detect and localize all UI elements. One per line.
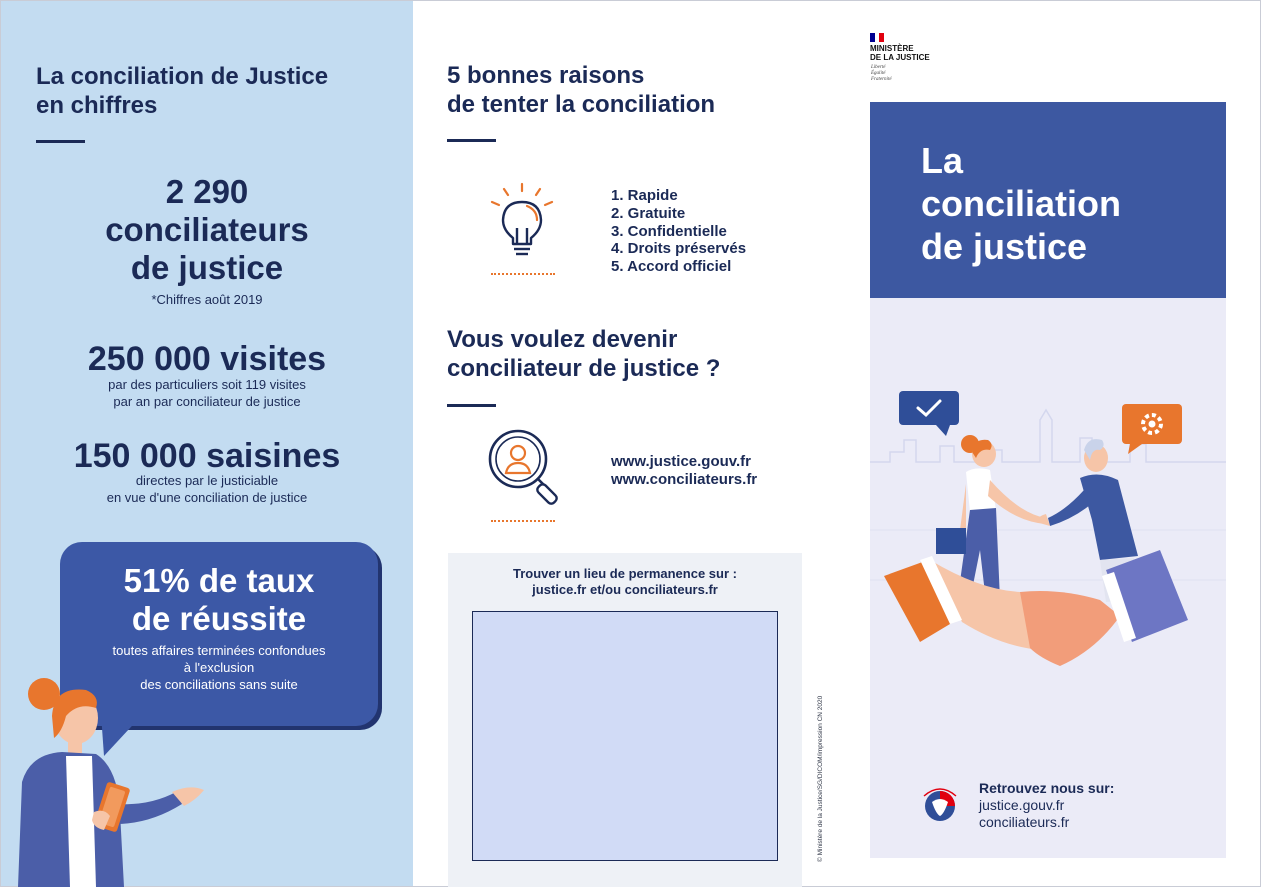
ministry-name-line: MINISTÈRE	[870, 44, 914, 53]
link-justice-gouv[interactable]: justice.gouv.fr	[979, 797, 1065, 813]
become-title-line: Vous voulez devenir	[447, 326, 678, 353]
stat-detail-line: par an par conciliateur de justice	[113, 394, 301, 409]
become-title-line: conciliateur de justice ?	[447, 355, 721, 382]
permanence-text	[448, 566, 802, 598]
rate-detail-line: des conciliations sans suite	[140, 677, 298, 692]
copyright-text: © Ministère de la Justice/SG/DICOM/impression CN 2020	[817, 695, 824, 862]
permanence-line: justice.fr et/ou conciliateurs.fr	[532, 582, 718, 597]
divider	[447, 404, 496, 407]
stat-referrals-detail	[1, 472, 413, 506]
reason-item: 4. Droits préservés	[611, 240, 747, 258]
conciliateurs-badge-logo	[918, 784, 962, 824]
stat-visits-headline: 250 000 visites	[87, 340, 327, 378]
recruitment-links	[611, 453, 757, 489]
motto-line: Égalité	[871, 71, 886, 76]
stat-visits-detail	[1, 376, 413, 410]
stat-detail-line: directes par le justiciable	[135, 473, 279, 488]
motto-line: Fraternité	[871, 77, 892, 82]
stat-label: conciliateurs	[105, 211, 309, 248]
stats-title-line: La conciliation de Justice	[36, 63, 329, 90]
reason-item: 3. Confidentielle	[611, 222, 727, 240]
divider	[36, 140, 85, 143]
stat-detail-line: en vue d'une conciliation de justice	[106, 490, 308, 505]
retrouvez-block	[979, 780, 1114, 831]
ministry-name-line: DE LA JUSTICE	[870, 53, 930, 62]
success-rate-title	[60, 562, 378, 638]
cover-title-line: La	[921, 140, 964, 181]
stat-footnote: *Chiffres août 2019	[151, 292, 263, 307]
rate-detail-line: à l'exclusion	[183, 660, 255, 675]
rate-detail-line: toutes affaires terminées confondues	[112, 643, 326, 658]
lightbulb-icon	[487, 182, 557, 264]
reasons-list	[611, 187, 746, 276]
cover-title	[921, 139, 1121, 268]
handshake-illustration	[870, 380, 1226, 700]
stat-number: 2 290	[165, 173, 249, 210]
copyright-vertical	[817, 692, 827, 862]
rate-line: 51% de taux	[123, 562, 315, 599]
reason-item: 1. Rapide	[611, 187, 678, 204]
reason-item: 5. Accord officiel	[611, 258, 732, 276]
french-flag-icon	[870, 33, 884, 42]
retrouvez-label: Retrouvez nous sur:	[979, 780, 1115, 796]
dotted-divider	[491, 273, 555, 275]
stat-referrals-headline: 150 000 saisines	[73, 437, 341, 475]
woman-tablet-illustration	[0, 672, 215, 887]
link-conciliateurs[interactable]: conciliateurs.fr	[979, 814, 1070, 830]
link-conciliateurs[interactable]: www.conciliateurs.fr	[611, 471, 758, 488]
magnifier-person-icon	[486, 427, 566, 509]
stat-conciliators	[1, 173, 413, 287]
reasons-title-line: de tenter la conciliation	[447, 91, 716, 118]
stats-title-line: en chiffres	[36, 92, 158, 119]
become-title	[447, 325, 720, 383]
reasons-title-line: 5 bonnes raisons	[447, 62, 645, 89]
reasons-title	[447, 61, 715, 119]
cover-title-line: conciliation	[921, 183, 1122, 224]
link-justice[interactable]: www.justice.gouv.fr	[611, 453, 752, 470]
stat-label: de justice	[130, 249, 284, 286]
reason-item: 2. Gratuite	[611, 204, 686, 222]
stat-detail-line: par des particuliers soit 119 visites	[108, 377, 306, 392]
rate-line: de réussite	[131, 600, 307, 637]
stats-title	[36, 62, 328, 120]
divider	[447, 139, 496, 142]
permanence-line: Trouver un lieu de permanence sur :	[513, 566, 737, 581]
cover-title-line: de justice	[921, 226, 1088, 267]
permanence-stamp-area	[472, 611, 778, 861]
dotted-divider	[491, 520, 555, 522]
motto-line: Liberté	[871, 65, 886, 70]
